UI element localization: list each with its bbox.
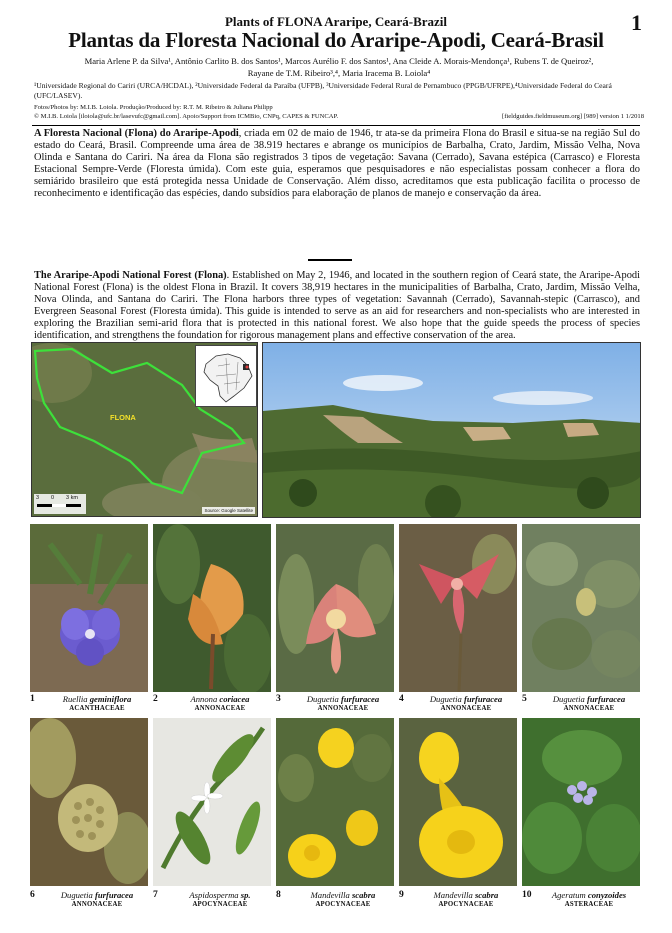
landscape-illustration [263,343,641,518]
photos-credit: Fotos/Photos by: M.I.B. Loiola. Produção/Produced by: R.T. M. Ribeiro & Juliana Philipp [34,104,273,111]
duguetia-shrub-icon [522,524,640,692]
intro-english [34,270,640,342]
landscape-photo [262,342,641,518]
header-rule [32,125,640,126]
plant-species: Duguetia furfuracea [552,694,626,704]
plant-family: ANNONACEAE [317,705,369,712]
map-source: Source: Google Satellite [204,508,253,513]
plant-photo-3 [276,524,394,692]
duguetia-fruit-icon [30,718,148,886]
plant-number: 7 [153,889,158,900]
plant-family: ACANTHACEAE [69,705,125,712]
mandevilla-flower-icon [276,718,394,886]
plant-number: 9 [399,889,404,900]
intro-en-lead: The Araripe-Apodi National Forest (Flona) [34,270,227,281]
scale-label-zero: 0 [51,495,55,501]
plant-photo-2 [153,524,271,692]
scale-label-right: 3 km [66,495,78,501]
plant-number: 4 [399,693,404,704]
plant-species: Mandevilla scabra [310,890,376,900]
guide-title: Plantas da Floresta Nacional do Araripe-Apodi, Ceará-Brasil [68,28,604,52]
plant-photo-4 [399,524,517,692]
plant-species: Mandevilla scabra [433,890,499,900]
aspidosperma-flower-icon [153,718,271,886]
plant-number: 3 [276,693,281,704]
section-divider [308,259,352,261]
ageratum-flower-icon [522,718,640,886]
intro-pt-body: , criada em 02 de maio de 1946, tr ata-se da primeira Flona do Brasil e situa-se na região Sul do estado do Ceará, Brasil. Compreende uma área de 38.919 hectares e abrange os municípios de Barbalha, Crato, Jardim, Missão Velha, Nova Olinda e Santana do Cariri. Na área da Flona são registrados 3 tipos de vegetação: Savana (Cerrado), Savana estépica (Carrasco) e Floresta Estacional Sempre-Verde (Floresta úmida). Com este guia, esperamos que pesquisadores e não especialistas possam conhecer a flora do semiárido brasileiro que está protegida nessa Unidade de Conservação. Além disso, acreditamos que esta publicação facilita o processo de reconhecimento e identificação das espécies, dando subsídios para elaboração de planos de manejo e conservação da área. [34,128,641,199]
copyright-support: © M.I.B. Loiola [iloiola@ufc.br/lasevufc@gmail.com]. Apoio/Support from ICMBio, CNPq, CAPES & FUNCAP. [34,112,339,120]
brazil-outline-icon [196,346,256,406]
affiliations: ¹Universidade Regional do Cariri (URCA/HCDAL), ²Universidade Federal da Paraíba (UFPB), ³Universidade Federal Rural de Pernambuco (PPGB/UFRPE),⁴Universidade Federal do Ceará (UFC/LASEV). [34,81,612,100]
plant-photo-1 [30,524,148,692]
plant-family: ANNONACEAE [563,705,615,712]
plant-family: APOCYNACEAE [438,901,494,908]
duguetia-flower-icon [399,524,517,692]
flona-map-label: FLONA [110,413,136,422]
plant-photo-9 [399,718,517,886]
plant-species: Ruellia geminiflora [62,694,132,704]
plant-number: 5 [522,693,527,704]
authors-line-2: Rayane de T.M. Ribeiro³,⁴, Maria Iracema B. Loiola⁴ [247,68,431,78]
plant-species: Annona coriacea [190,694,250,704]
authors-line-1: Maria Arlene P. da Silva¹, Antônio Carlito B. dos Santos¹, Marcos Aurélio F. dos Santos¹, Ana Cleide A. Morais-Mendonça¹, Rubens T. de Queiroz², [84,56,594,66]
plant-family: ASTERACEAE [564,901,614,908]
plant-family: APOCYNACEAE [192,901,248,908]
mandevilla-flower-icon [399,718,517,886]
plant-family: ANNONACEAE [440,705,492,712]
plant-photo-10 [522,718,640,886]
plant-family: ANNONACEAE [194,705,246,712]
plant-number: 8 [276,889,281,900]
guide-subtitle: Plants of FLONA Araripe, Ceará-Brazil [224,14,448,29]
plant-photo-6 [30,718,148,886]
plant-photo-7 [153,718,271,886]
plant-family: ANNONACEAE [71,901,123,908]
plant-species: Aspidosperma sp. [189,890,251,900]
duguetia-flower-icon [276,524,394,692]
intro-portuguese [34,128,640,200]
annona-flower-icon [153,524,271,692]
flona-satellite-map [31,342,258,517]
plant-species: Duguetia furfuracea [306,694,380,704]
intro-en-body: . Established on May 2, 1946, and located in the southern region of Ceará state, the Araripe-Apodi National Forest (Flona) is the oldest Flona in Brazil. It covers 38,919 hectares in the municipalities of Barbalha, Crato, Jardim, Missão Velha, Nova Olinda, and Santana do Cariri. The Flona harbors three types of vegetation: Savannah (Cerrado), Savannah-stepic (Carrasco), and Evergreen Seasonal Forest (Floresta úmida). This guide is intended to serve as an aid for researchers and non-specialists who are interested in exploring the Brazilian semi-arid flora that is protected in this national forest. We also hope that the guide speeds the process of species identification, and strengthens the foundation for rigorous management plans and effective conservation of the area. [34,270,640,341]
page-number: 1 [631,10,642,35]
plant-photo-5 [522,524,640,692]
intro-pt-lead: A Floresta Nacional (Flona) do Araripe-Apodi [34,128,239,139]
scale-label-left: 3 [36,495,40,501]
ruellia-flower-icon [30,524,148,692]
authors [34,55,644,79]
plant-number: 6 [30,889,35,900]
brazil-inset-map [195,345,257,407]
map-scale-bar [34,494,86,514]
plant-photo-8 [276,718,394,886]
credits [34,104,644,121]
plant-number: 1 [30,693,35,704]
plant-species: Duguetia furfuracea [429,694,503,704]
plant-family: APOCYNACEAE [315,901,371,908]
plant-number: 2 [153,693,158,704]
plant-species: Ageratum conyzoides [551,890,627,900]
plant-species: Duguetia furfuracea [60,890,134,900]
plant-number: 10 [522,889,532,900]
guide-meta: [fieldguides.fieldmuseum.org] [989] version 1 1/2018 [502,113,644,120]
